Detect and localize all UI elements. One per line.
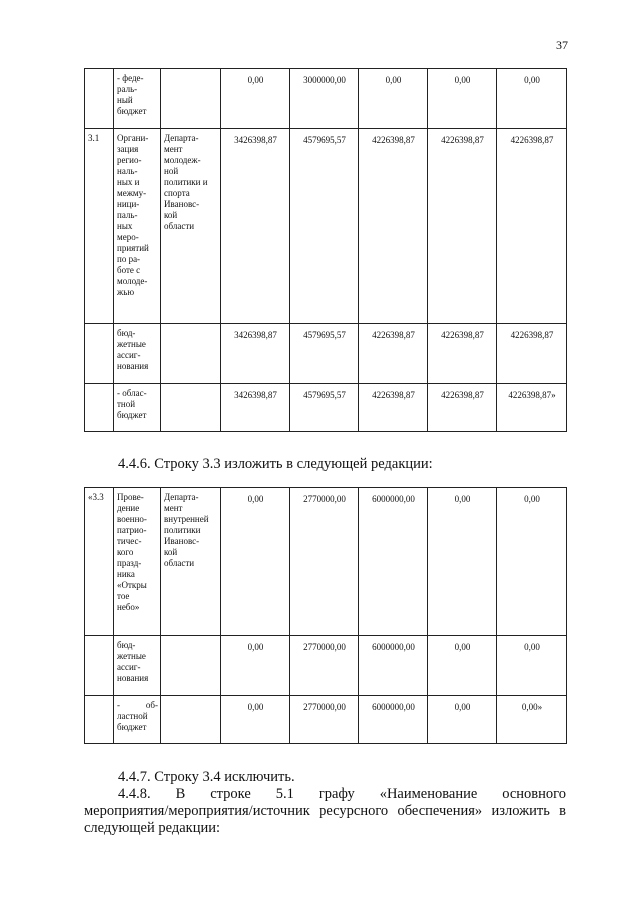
row-number <box>85 69 114 129</box>
row-executor <box>161 324 221 384</box>
value-cell: 6000000,00 <box>359 696 428 744</box>
value-cell: 3426398,87 <box>221 384 290 432</box>
row-name: бюд- жетные ассиг- нования <box>114 636 161 696</box>
value-cell: 4226398,87 <box>428 384 497 432</box>
value-cell: 4226398,87 <box>497 129 567 324</box>
paragraph-line: 4.4.8. В строке 5.1 графу «Наименование основного <box>118 786 566 802</box>
table-row <box>85 488 567 636</box>
value-cell: 4226398,87 <box>428 129 497 324</box>
value-cell: 3426398,87 <box>221 129 290 324</box>
value-cell: 4226398,87 <box>359 129 428 324</box>
value-cell: 2770000,00 <box>290 636 359 696</box>
row-name: Прове- дение военно- патрио- тичес- кого празд- ника «Откры тое небо» <box>114 488 161 636</box>
value-cell: 4579695,57 <box>290 384 359 432</box>
value-cell: 4226398,87 <box>359 384 428 432</box>
row-name: бюд- жетные ассиг- нования <box>114 324 161 384</box>
table-row <box>85 324 567 384</box>
value-cell: 0,00 <box>359 69 428 129</box>
table-row <box>85 129 567 324</box>
value-cell: 0,00 <box>428 488 497 636</box>
value-cell: 0,00 <box>221 696 290 744</box>
value-cell: 0,00» <box>497 696 567 744</box>
value-cell: 4579695,57 <box>290 129 359 324</box>
paragraph-4-4-6: 4.4.6. Строку 3.3 изложить в следующей редакции: <box>118 456 433 472</box>
row-number <box>85 636 114 696</box>
paragraph-4-4-7: 4.4.7. Строку 3.4 исключить. <box>118 769 295 785</box>
value-cell: 0,00 <box>497 636 567 696</box>
table-row <box>85 696 567 744</box>
value-cell: 0,00 <box>221 488 290 636</box>
table-row <box>85 636 567 696</box>
value-cell: 3426398,87 <box>221 324 290 384</box>
row-name: - облас- тной бюджет <box>114 384 161 432</box>
value-cell: 0,00 <box>428 69 497 129</box>
table-row <box>85 69 567 129</box>
value-cell: 4226398,87 <box>359 324 428 384</box>
value-cell: 0,00 <box>497 488 567 636</box>
row-executor <box>161 384 221 432</box>
row-name: - феде- раль- ный бюджет <box>114 69 161 129</box>
value-cell: 0,00 <box>221 69 290 129</box>
row-executor: Департа- мент молодеж- ной политики и спорта Ивановс- кой области <box>161 129 221 324</box>
budget-table-2 <box>84 487 567 744</box>
row-number: «3.3 <box>85 488 114 636</box>
row-executor <box>161 69 221 129</box>
value-cell: 0,00 <box>428 636 497 696</box>
row-number <box>85 324 114 384</box>
paragraph-line: следующей редакции: <box>84 820 221 836</box>
row-executor: Департа- мент внутренней политики Ивановс- кой области <box>161 488 221 636</box>
row-name: - об- ластной бюджет <box>114 696 161 744</box>
value-cell: 3000000,00 <box>290 69 359 129</box>
row-number <box>85 696 114 744</box>
value-cell: 2770000,00 <box>290 488 359 636</box>
value-cell: 0,00 <box>428 696 497 744</box>
row-number <box>85 384 114 432</box>
row-number: 3.1 <box>85 129 114 324</box>
paragraph-4-4-8 <box>84 786 566 837</box>
value-cell: 4579695,57 <box>290 324 359 384</box>
value-cell: 2770000,00 <box>290 696 359 744</box>
table-row <box>85 384 567 432</box>
value-cell: 4226398,87 <box>428 324 497 384</box>
row-name: Органи- зация регио- наль- ных и межму- ници- паль- ных меро- приятий по ра- боте с молоде- жью <box>114 129 161 324</box>
budget-table-1 <box>84 68 567 432</box>
value-cell: 4226398,87» <box>497 384 567 432</box>
value-cell: 4226398,87 <box>497 324 567 384</box>
row-executor <box>161 636 221 696</box>
value-cell: 0,00 <box>221 636 290 696</box>
value-cell: 0,00 <box>497 69 567 129</box>
value-cell: 6000000,00 <box>359 636 428 696</box>
paragraph-line: мероприятия/мероприятия/источник ресурсного обеспечения» изложить в <box>84 803 566 819</box>
value-cell: 6000000,00 <box>359 488 428 636</box>
row-executor <box>161 696 221 744</box>
page-number: 37 <box>556 38 568 52</box>
